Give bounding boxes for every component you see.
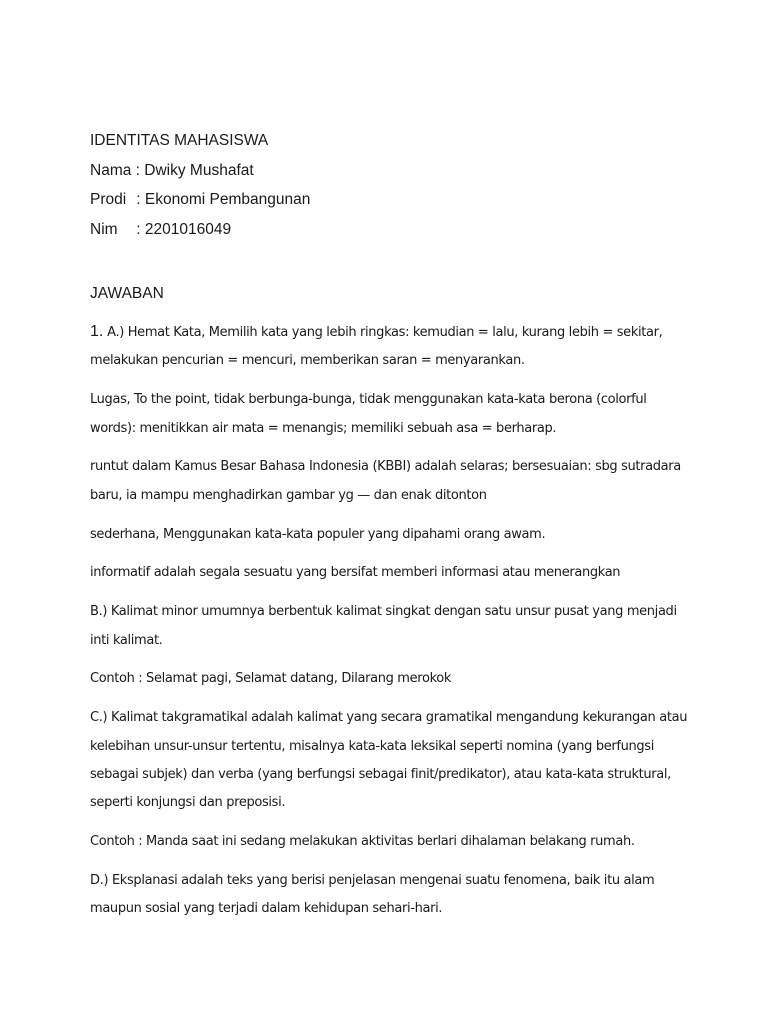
answer-paragraph-1b: B.) Kalimat minor umumnya berbentuk kalimat singkat dengan satu unsur pusat yang menjadi inti kalimat. <box>90 604 677 648</box>
answers-heading: JAWABAN <box>90 285 164 302</box>
answers-body <box>90 318 690 934</box>
answer-paragraph-lugas: Lugas, To the point, tidak berbunga-bunga, tidak menggunakan kata-kata berona (colorful words): menitikkan air mata = menangis; memiliki sebuah asa = berharap. <box>90 392 647 436</box>
identity-key: Prodi <box>90 191 127 208</box>
answer-example-1c: Contoh : Manda saat ini sedang melakukan aktivitas berlari dihalaman belakang rumah. <box>90 834 635 850</box>
identity-heading: IDENTITAS MAHASISWA <box>90 132 269 149</box>
answer-paragraph-runtut: runtut dalam Kamus Besar Bahasa Indonesia (KBBI) adalah selaras; bersesuaian: sbg sutradara baru, ia mampu menghadirkan gambar yg — dan enak ditonton <box>90 459 681 503</box>
answer-paragraph-1c: C.) Kalimat takgramatikal adalah kalimat yang secara gramatikal mengandung kekurangan atau kelebihan unsur-unsur tertentu, misalnya kata-kata leksikal seperti nomina (yang berfungsi sebagai subjek) dan verba (yang berfungsi sebagai finit/predikator), atau kata-kata struktural, seperti konjungsi dan preposisi. <box>90 710 688 811</box>
identity-value-prodi: Ekonomi Pembangunan <box>144 191 311 208</box>
identity-separator: : <box>132 191 145 208</box>
identity-value-nama: Dwiky Mushafat <box>144 161 254 179</box>
answer-example-1b: Contoh : Selamat pagi, Selamat datang, Dilarang merokok <box>90 671 452 687</box>
identity-separator: : <box>131 161 145 179</box>
identity-separator: : <box>132 220 145 238</box>
identity-key: Nama <box>90 161 132 179</box>
identity-value-nim: 2201016049 <box>144 220 232 238</box>
identity-row-nama <box>90 156 690 186</box>
answer-paragraph-1d: D.) Eksplanasi adalah teks yang berisi penjelasan mengenai suatu fenomena, baik itu alam maupun sosial yang terjadi dalam kehidupan sehari-hari. <box>90 873 655 917</box>
identity-row-prodi <box>90 185 690 215</box>
identity-row-nim <box>90 215 690 245</box>
paragraph-text: A.) Hemat Kata, Memilih kata yang lebih ringkas: kemudian = lalu, kurang lebih = sekitar, melakukan pencurian = mencuri, memberikan saran = menyarankan. <box>90 325 663 369</box>
question-number: 1. <box>90 323 104 340</box>
answer-paragraph-1a <box>90 318 690 376</box>
identity-key: Nim <box>90 220 118 238</box>
identity-section <box>90 126 690 244</box>
answer-paragraph-informatif: informatif adalah segala sesuatu yang bersifat memberi informasi atau menerangkan <box>90 565 621 581</box>
answer-paragraph-sederhana: sederhana, Menggunakan kata-kata populer yang dipahami orang awam. <box>90 526 546 542</box>
